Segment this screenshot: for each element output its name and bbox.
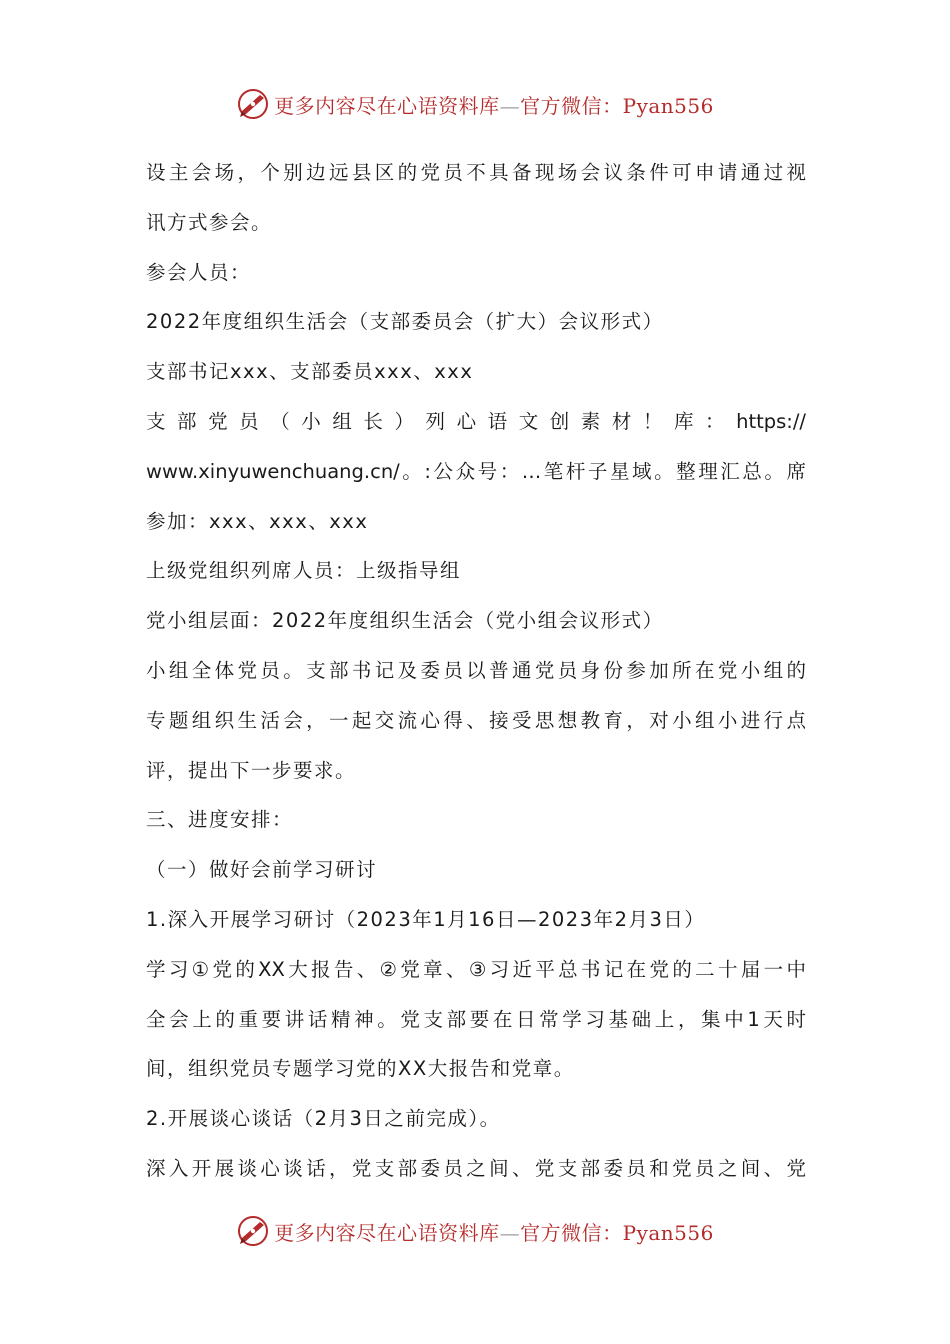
- text-line: 深入开展谈心谈话，党支部委员之间、党支部委员和党员之间、党: [146, 1156, 806, 1180]
- pen-logo-icon: [236, 1214, 270, 1248]
- text-line: 学习①党的XX大报告、②党章、③习近平总书记在党的二十届一中: [146, 957, 806, 981]
- text-line: 参会人员：: [146, 260, 252, 284]
- banner-official-label: 官方微信：: [520, 1220, 623, 1245]
- text-line: 全会上的重要讲话精神。党支部要在日常学习基础上，集中1天时: [146, 1007, 806, 1031]
- text-line: 2022年度组织生活会（支部委员会（扩大）会议形式）: [146, 310, 664, 334]
- text-line: 参加：xxx、xxx、xxx: [146, 509, 369, 533]
- text-line: 支部书记xxx、支部委员xxx、xxx: [146, 360, 474, 384]
- banner-official-label: 官方微信：: [520, 93, 623, 118]
- pen-logo-icon: [236, 87, 270, 121]
- text-line: 设主会场，个别边远县区的党员不具备现场会议条件可申请通过视: [146, 161, 806, 184]
- item-heading: 2.开展谈心谈话（2月3日之前完成）。: [146, 1107, 501, 1131]
- text-line: www.xinyuwenchuang.cn/。:公众号：…笔杆子星域。整理汇总。席: [146, 459, 806, 483]
- text-line: 上级党组织列席人员：上级指导组: [146, 559, 462, 583]
- section-heading: 三、进度安排：: [146, 808, 294, 832]
- text-line: 讯方式参会。: [146, 210, 273, 234]
- text-line: 小组全体党员。支部书记及委员以普通党员身份参加所在党小组的: [146, 658, 806, 682]
- subsection-heading: （一）做好会前学习研讨: [146, 858, 378, 882]
- header-banner: [0, 84, 950, 124]
- text-line: 间，组织党员专题学习党的XX大报告和党章。: [146, 1057, 575, 1081]
- text-line: 支部党员（小组长）列心语文创素材！库：https://: [146, 409, 806, 433]
- text-line: 评，提出下一步要求。: [146, 758, 357, 782]
- text-line: 专题组织生活会，一起交流心得、接受思想教育，对小组小进行点: [146, 708, 806, 732]
- banner-title: 更多内容尽在心语资料库: [274, 1220, 500, 1245]
- banner-dash: —: [499, 93, 521, 118]
- banner-title: 更多内容尽在心语资料库: [274, 93, 500, 118]
- footer-banner: [0, 1211, 950, 1251]
- banner-wechat-id: Pyan556: [622, 93, 714, 118]
- banner-dash: —: [499, 1220, 521, 1245]
- banner-wechat-id: Pyan556: [622, 1220, 714, 1245]
- text-line: 党小组层面：2022年度组织生活会（党小组会议形式）: [146, 609, 664, 633]
- document-body: [146, 148, 806, 1194]
- item-heading: 1.深入开展学习研讨（2023年1月16日—2023年2月3日）: [146, 907, 706, 931]
